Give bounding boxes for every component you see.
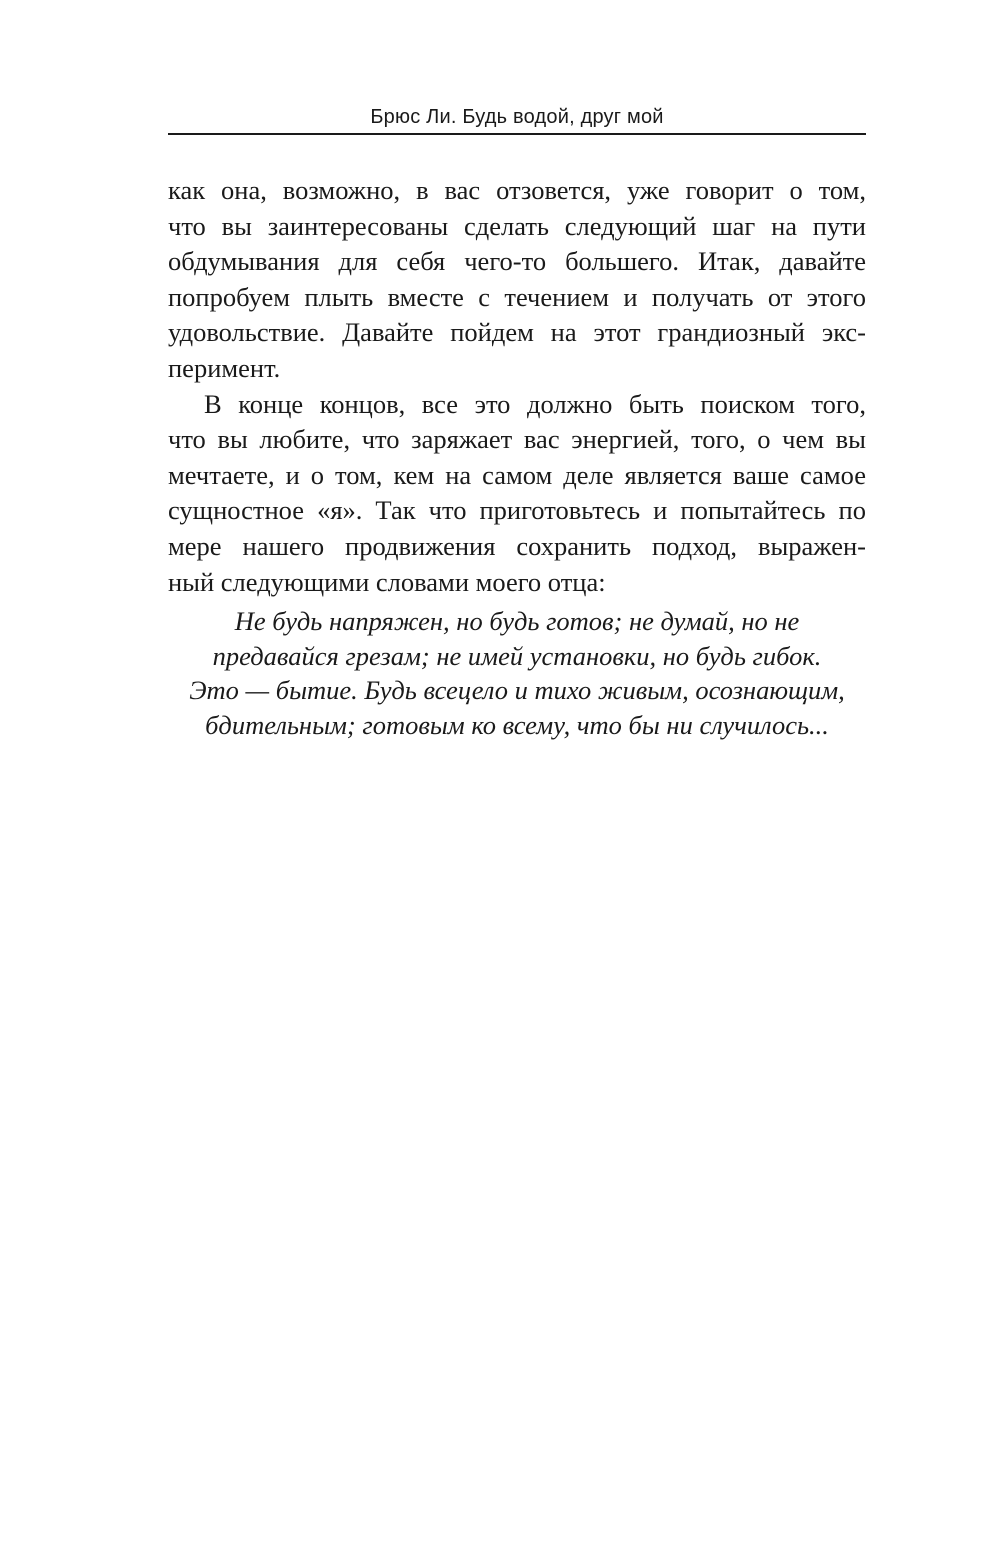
text-line: попробуем плыть вместе с течением и получать от этого [168,281,866,312]
paragraph-2 [168,387,866,601]
text-line: удовольствие. Давайте пойдем на этот грандиозный экс- [168,317,866,348]
text-line: сущностное «я». Так что приготовьтесь и попытайтесь по [168,495,866,526]
header-rule [168,133,866,135]
epigraph-quote [168,604,866,742]
quote-line: Не будь напряжен, но будь готов; не думай, но не [234,606,800,636]
text-line: В конце концов, все это должно быть поиском того, [204,388,866,419]
text-line: перимент. [168,352,281,383]
text-line: мечтаете, и о том, кем на самом деле является ваше самое [168,459,866,490]
quote-line: Это — бытие. Будь всецело и тихо живым, осознающим, [189,675,845,705]
text-line: обдумывания для себя чего-то большего. Итак, давайте [168,246,866,277]
text-line: что вы любите, что заряжает вас энергией, того, о чем вы [168,424,866,455]
text-line: что вы заинтересованы сделать следующий шаг на пути [168,210,866,241]
quote-line: бдительным; готовым ко всему, что бы ни случилось... [205,709,829,740]
text-line: ный следующими словами моего отца: [168,566,606,597]
text-line: мере нашего продвижения сохранить подход, выражен- [168,530,866,561]
quote-line: предавайся грезам; не имей установки, но будь гибок. [212,640,822,671]
paragraph-1 [168,173,866,387]
running-header: Брюс Ли. Будь водой, друг мой [370,106,664,128]
body-text [168,173,866,600]
text-line: как она, возможно, в вас отзовется, уже говорит о том, [168,175,866,205]
